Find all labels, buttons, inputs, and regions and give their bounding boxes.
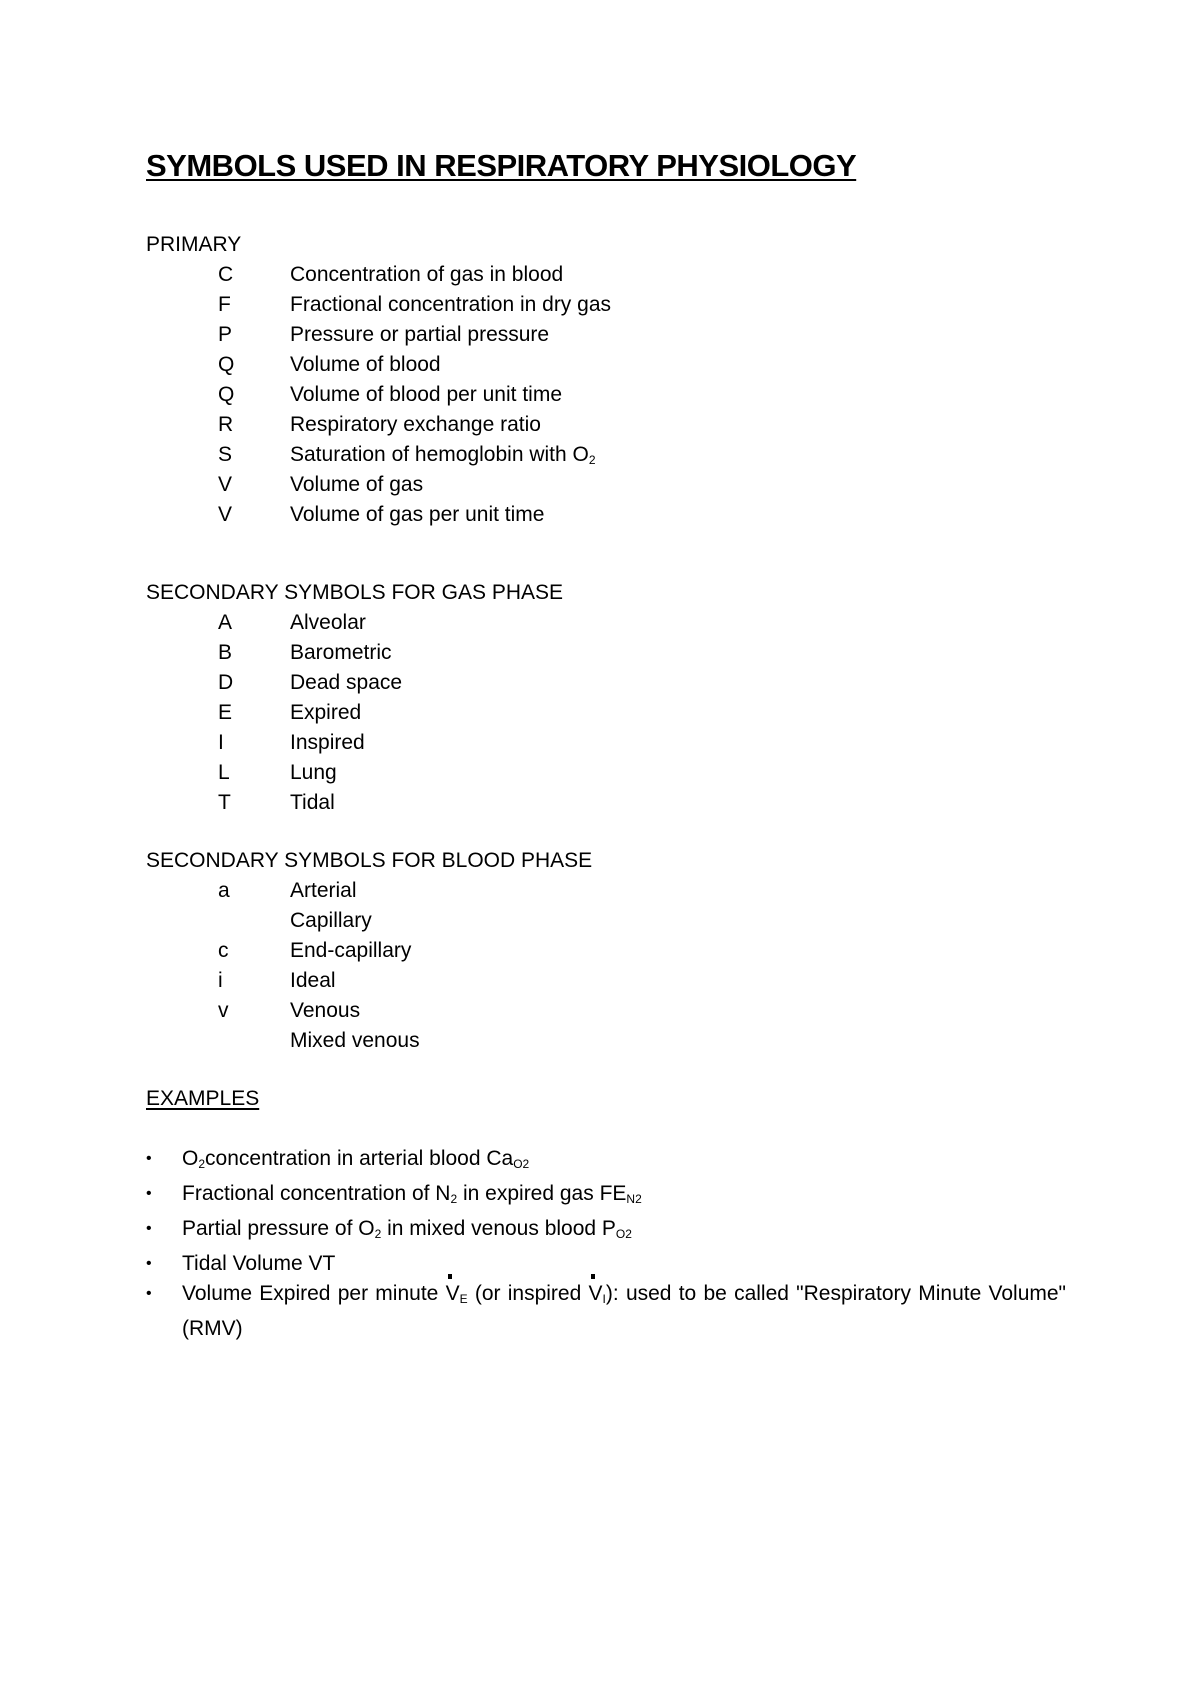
symbol: R (218, 413, 234, 436)
symbol: V (218, 473, 233, 496)
symbol-row (146, 758, 563, 788)
symbol-description: Concentration of gas in blood (290, 263, 564, 286)
symbol-description: Arterial (290, 879, 357, 902)
symbol: P (218, 323, 233, 346)
symbol-row (146, 260, 611, 290)
symbol: i (218, 969, 223, 992)
example-text: ): used to be called "Respiratory Minute Volume" (RMV) (182, 1282, 1066, 1340)
subscript: 2 (198, 1157, 206, 1171)
symbol-description: Venous (290, 999, 361, 1022)
symbol-description: End-capillary (290, 939, 412, 962)
symbol: I (218, 731, 224, 754)
examples-list (146, 1144, 1066, 1344)
bullet-icon: • (146, 1285, 152, 1302)
symbol-row (146, 1026, 592, 1056)
bullet-icon: • (146, 1255, 152, 1272)
section-heading-gas-phase: SECONDARY SYMBOLS FOR GAS PHASE (146, 581, 564, 604)
example-text: concentration in arterial blood Ca (205, 1147, 514, 1170)
subscript: 2 (374, 1227, 382, 1241)
symbol-description: Tidal (290, 791, 335, 814)
blood-phase-section (146, 846, 592, 1056)
examples-section (146, 1084, 1066, 1344)
symbol-row (146, 966, 592, 996)
symbol-description: Capillary (290, 909, 372, 932)
bullet-icon: • (146, 1185, 152, 1202)
bullet-icon: • (146, 1150, 152, 1167)
example-text: Volume Expired per minute (182, 1282, 446, 1305)
symbol-row (146, 290, 611, 320)
gas-phase-section (146, 578, 563, 818)
subscript: 2 (588, 453, 596, 467)
bullet-icon: • (146, 1220, 152, 1237)
example-text: in expired gas FE (457, 1182, 627, 1205)
symbol-row (146, 380, 611, 410)
symbol-row (146, 698, 563, 728)
subscript: 2 (450, 1192, 458, 1206)
primary-section (146, 230, 611, 530)
symbol: D (218, 671, 234, 694)
symbol-description: Alveolar (290, 611, 366, 634)
symbol-description: Lung (290, 761, 337, 784)
symbol: c (218, 939, 229, 962)
section-heading-blood-phase: SECONDARY SYMBOLS FOR BLOOD PHASE (146, 849, 593, 872)
symbol: Q (218, 353, 235, 376)
symbol: a (218, 879, 230, 902)
section-heading-primary: PRIMARY (146, 233, 242, 256)
symbol (146, 1026, 290, 1056)
v-dot-symbol: V (446, 1279, 460, 1309)
symbol-description: Fractional concentration in dry gas (290, 293, 611, 316)
symbol-description: Ideal (290, 969, 336, 992)
list-item (146, 1144, 1066, 1179)
symbol: v (218, 999, 229, 1022)
subscript: N2 (626, 1192, 642, 1206)
symbol-description: Barometric (290, 641, 392, 664)
symbol: V (218, 503, 233, 526)
symbol-row (146, 876, 592, 906)
symbol-row (146, 906, 592, 936)
symbol-row (146, 728, 563, 758)
symbol-row (146, 500, 611, 530)
symbol-description: Pressure or partial pressure (290, 323, 550, 346)
subscript: O2 (513, 1157, 530, 1171)
symbol-description: Volume of gas per unit time (290, 503, 545, 526)
list-item (146, 1214, 1066, 1249)
symbol-description: Volume of blood (290, 353, 441, 376)
subscript: O2 (615, 1227, 632, 1241)
symbol-row (146, 996, 592, 1026)
symbol-row (146, 350, 611, 380)
list-item (146, 1249, 1066, 1279)
symbol-row (146, 936, 592, 966)
symbol-row (146, 668, 563, 698)
symbol: T (218, 791, 231, 814)
symbol-row (146, 470, 611, 500)
example-text: Tidal Volume VT (182, 1252, 336, 1275)
symbol-row (146, 320, 611, 350)
symbol-description: Expired (290, 701, 362, 724)
list-item (146, 1279, 1066, 1344)
symbol: Q (218, 383, 235, 406)
symbol-row (146, 608, 563, 638)
symbol: L (218, 761, 230, 784)
example-text: O (182, 1147, 199, 1170)
symbol-description (290, 440, 596, 470)
symbol-row (146, 410, 611, 440)
symbol-description: Mixed venous (290, 1029, 420, 1052)
example-text: Partial pressure of O (182, 1217, 375, 1240)
page-title: SYMBOLS USED IN RESPIRATORY PHYSIOLOGY (146, 148, 857, 183)
symbol-row (146, 788, 563, 818)
symbol: A (218, 611, 233, 634)
symbol-description: Volume of gas (290, 473, 424, 496)
example-text: in mixed venous blood P (381, 1217, 616, 1240)
symbol-description: Inspired (290, 731, 365, 754)
description-text: Saturation of hemoglobin with O (290, 443, 589, 466)
symbol: F (218, 293, 231, 316)
subscript: E (459, 1292, 468, 1306)
symbol: S (218, 443, 233, 466)
symbol: B (218, 641, 233, 664)
symbol: C (218, 263, 234, 286)
symbol-row (146, 638, 563, 668)
v-dot-symbol: V (589, 1279, 603, 1309)
symbol-description: Dead space (290, 671, 403, 694)
spacer (146, 1114, 1066, 1144)
symbol-description: Volume of blood per unit time (290, 383, 562, 406)
symbol: E (218, 701, 233, 724)
list-item (146, 1179, 1066, 1214)
subscript: I (602, 1292, 606, 1306)
example-text: (or inspired (467, 1282, 589, 1305)
section-heading-examples: EXAMPLES (146, 1087, 260, 1110)
symbol-row (146, 440, 611, 470)
symbol (146, 906, 290, 936)
symbol-description: Respiratory exchange ratio (290, 413, 541, 436)
example-text: Fractional concentration of N (182, 1182, 451, 1205)
